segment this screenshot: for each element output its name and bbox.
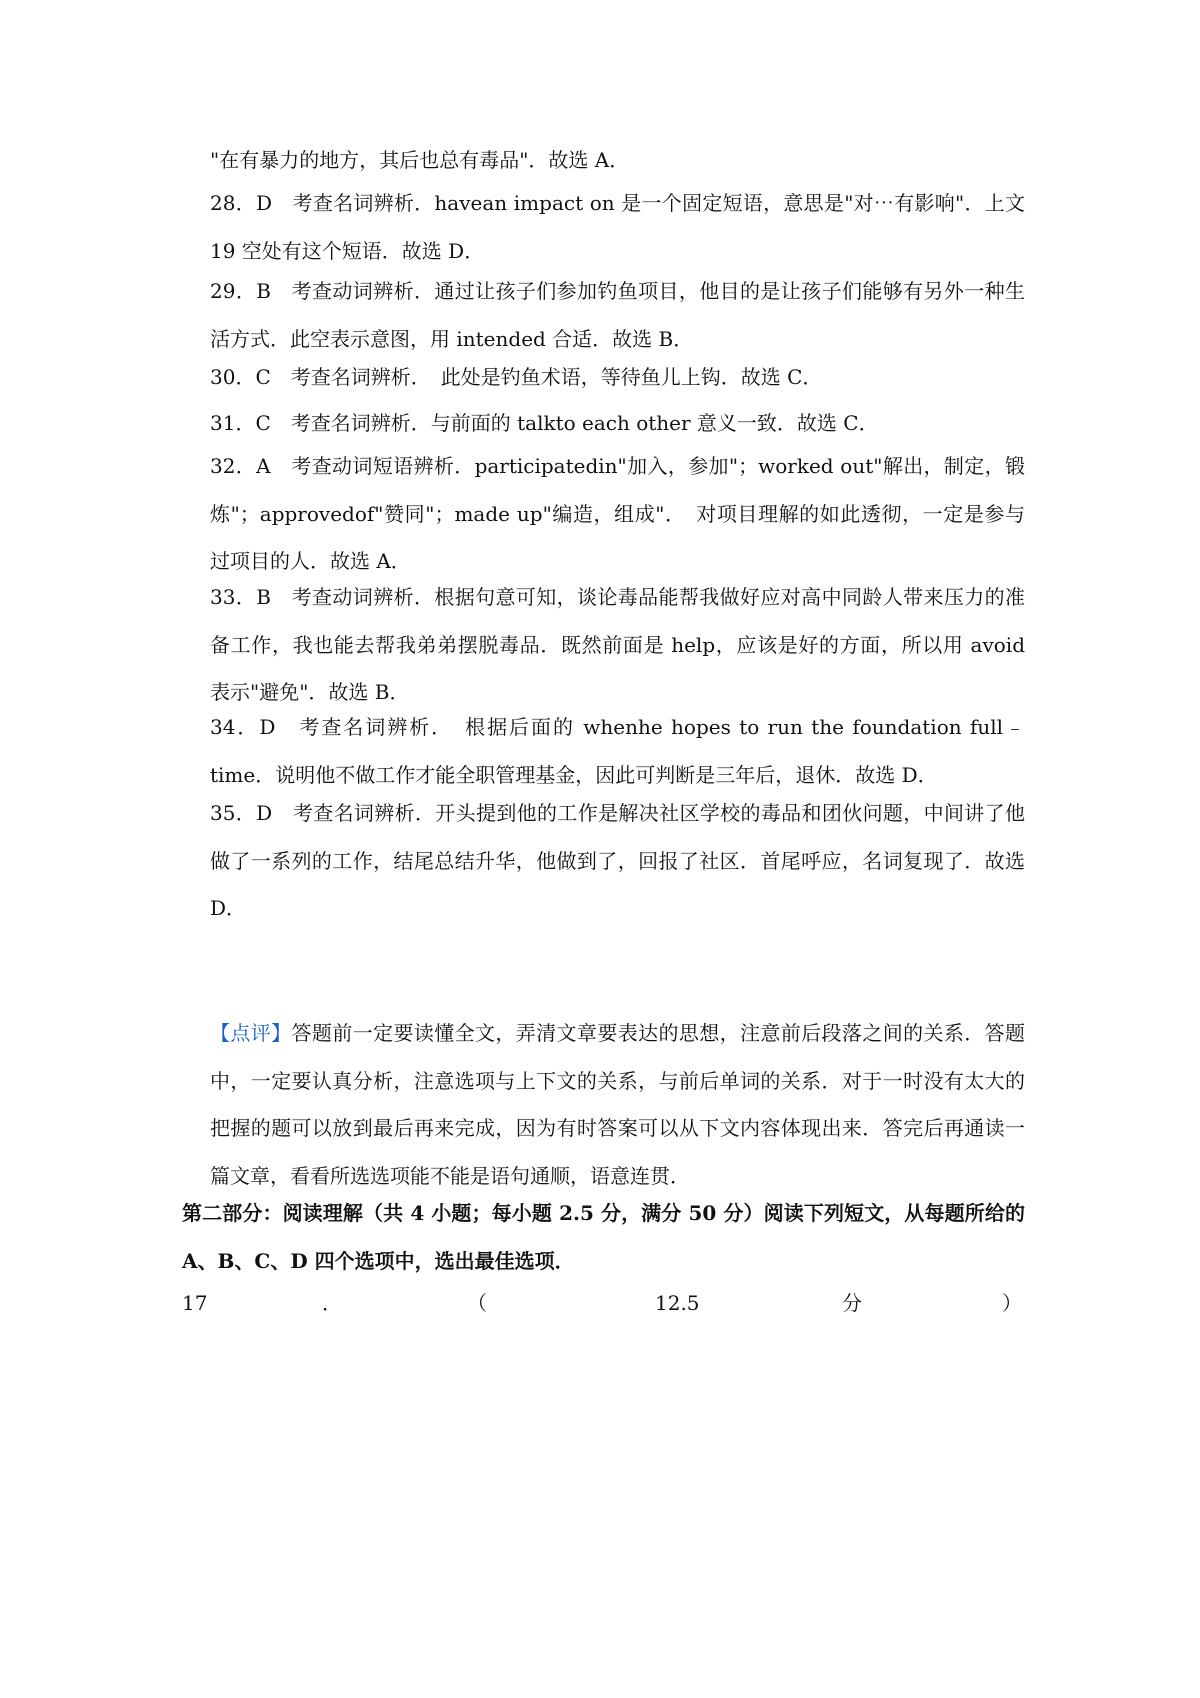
question-17-header bbox=[182, 1283, 1025, 1323]
score-close-paren: ） bbox=[1002, 1291, 1022, 1315]
question-score: 12.5 bbox=[655, 1291, 700, 1315]
comment-paragraph bbox=[210, 1010, 1025, 1200]
answer-explanation-33: 33．B 考查动词辨析．根据句意可知，谈论毒品能帮我做好应对高中同龄人带来压力的准备工作，我也能去帮我弟弟摆脱毒品．既然前面是 help，应该是好的方面，所以用 avoid 表示"避免"．故选 B． bbox=[210, 585, 1025, 704]
answer-explanation-28: 28．D 考查名词辨析．havean impact on 是一个固定短语，意思是"对⋯有影响"．上文19 空处有这个短语．故选 D． bbox=[210, 191, 1025, 263]
answer-explanation-27-end: "在有暴力的地方，其后也总有毒品"．故选 A． bbox=[210, 148, 630, 172]
score-open-paren: （ bbox=[467, 1291, 487, 1315]
answer-explanation-34: 34．D 考查名词辨析． 根据后面的 whenhe hopes to run the foundation full﹣time．说明他不做工作才能全职管理基金，因此可判断是三年后，退休．故选 D． bbox=[210, 715, 1025, 787]
answer-explanation-32: 32．A 考查动词短语辨析．participatedin"加入，参加"；worked out"解出，制定，锻炼"；approvedof"赞同"；made up"编造，组成"． 对项目理解的如此透彻，一定是参与过项目的人．故选 A． bbox=[210, 454, 1025, 573]
comment-text: 答题前一定要读懂全文，弄清文章要表达的思想，注意前后段落之间的关系．答题中，一定要认真分析，注意选项与上下文的关系，与前后单词的关系．对于一时没有太大的把握的题可以放到最后再来完成，因为有时答案可以从下文内容体现出来．答完后再通读一篇文章，看看所选选项能不能是语句通顺，语意连贯． bbox=[210, 1021, 1026, 1188]
answer-explanation-29: 29．B 考查动词辨析．通过让孩子们参加钓鱼项目，他目的是让孩子们能够有另外一种生活方式．此空表示意图，用 intended 合适．故选 B． bbox=[210, 279, 1025, 351]
answer-explanation-30: 30．C 考查名词辨析． 此处是钓鱼术语，等待鱼儿上钩．故选 C． bbox=[210, 365, 823, 389]
question-dot: ． bbox=[322, 1291, 342, 1315]
answer-explanation-31: 31．C 考查名词辨析．与前面的 talkto each other 意义一致．故选 C． bbox=[210, 411, 879, 435]
question-number: 17 bbox=[182, 1291, 208, 1315]
score-unit: 分 bbox=[842, 1291, 862, 1315]
comment-tag: 【点评】 bbox=[210, 1021, 292, 1045]
answer-explanation-35: 35．D 考查名词辨析．开头提到他的工作是解决社区学校的毒品和团伙问题，中间讲了他做了一系列的工作，结尾总结升华，他做到了，回报了社区．首尾呼应，名词复现了．故选 D． bbox=[210, 801, 1025, 920]
section-heading: 第二部分：阅读理解（共 4 小题；每小题 2.5 分，满分 50 分）阅读下列短文，从每题所给的 A、B、C、D 四个选项中，选出最佳选项． bbox=[182, 1201, 1025, 1273]
